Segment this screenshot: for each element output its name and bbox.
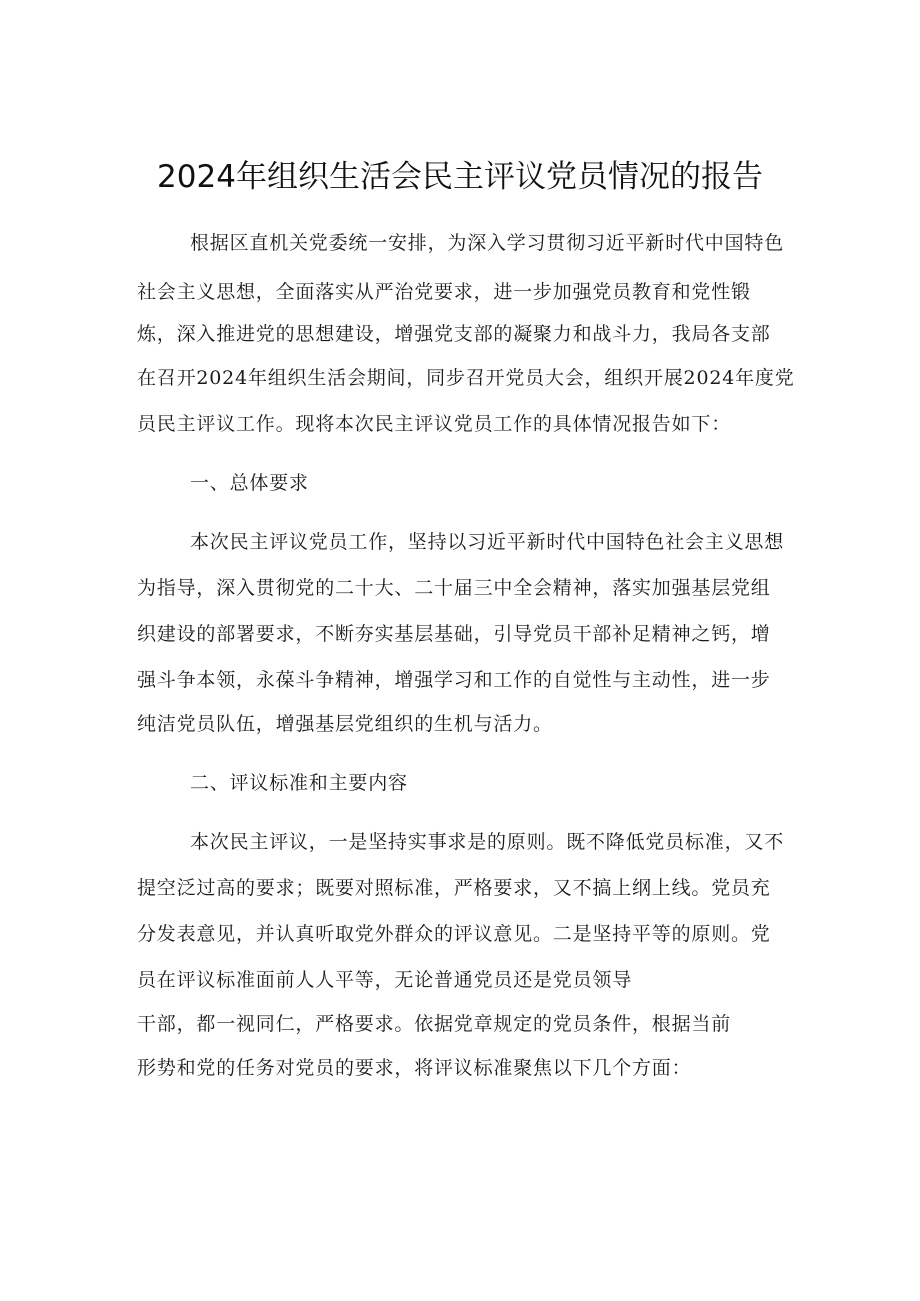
section-2-line-5: 干部，都一视同仁，严格要求。依据党章规定的党员条件，根据当前 (137, 1013, 732, 1035)
intro-line-4: 在召开2024年组织生活会期间，同步召开党员大会，组织开展2024年度党 (137, 367, 795, 389)
intro-line-3: 炼，深入推进党的思想建设，增强党支部的凝聚力和战斗力，我局各支部 (137, 323, 771, 345)
section-2-line-2: 提空泛过高的要求；既要对照标准，严格要求，又不搞上纲上线。党员充 (137, 877, 771, 899)
section-1-heading: 一、总体要求 (190, 472, 309, 494)
section-1-line-2: 为指导，深入贯彻党的二十大、二十届三中全会精神，落实加强基层党组 (137, 577, 771, 599)
section-2-line-4: 员在评议标准面前人人平等，无论普通党员还是党员领导 (137, 969, 633, 991)
intro-line-2: 社会主义思想，全面落实从严治党要求，进一步加强党员教育和党性锻 (137, 281, 751, 303)
section-2-line-6: 形势和党的任务对党员的要求，将评议标准聚焦以下几个方面： (137, 1057, 692, 1079)
intro-line-5: 员民主评议工作。现将本次民主评议党员工作的具体情况报告如下： (137, 413, 732, 435)
section-2-line-1: 本次民主评议，一是坚持实事求是的原则。既不降低党员标准，又不 (190, 831, 785, 853)
section-2-heading: 二、评议标准和主要内容 (190, 772, 408, 794)
document-title: 2024年组织生活会民主评议党员情况的报告 (157, 159, 763, 195)
section-1-line-3: 织建设的部署要求，不断夯实基层基础，引导党员干部补足精神之钙，增 (137, 623, 771, 645)
section-1-line-4: 强斗争本领，永葆斗争精神，增强学习和工作的自觉性与主动性，进一步 (137, 669, 771, 691)
section-2-line-3: 分发表意见，并认真听取党外群众的评议意见。二是坚持平等的原则。党 (137, 923, 771, 945)
section-1-line-5: 纯洁党员队伍，增强基层党组织的生机与活力。 (137, 713, 553, 735)
intro-line-1: 根据区直机关党委统一安排，为深入学习贯彻习近平新时代中国特色 (190, 232, 785, 254)
section-1-line-1: 本次民主评议党员工作，坚持以习近平新时代中国特色社会主义思想 (190, 531, 785, 553)
